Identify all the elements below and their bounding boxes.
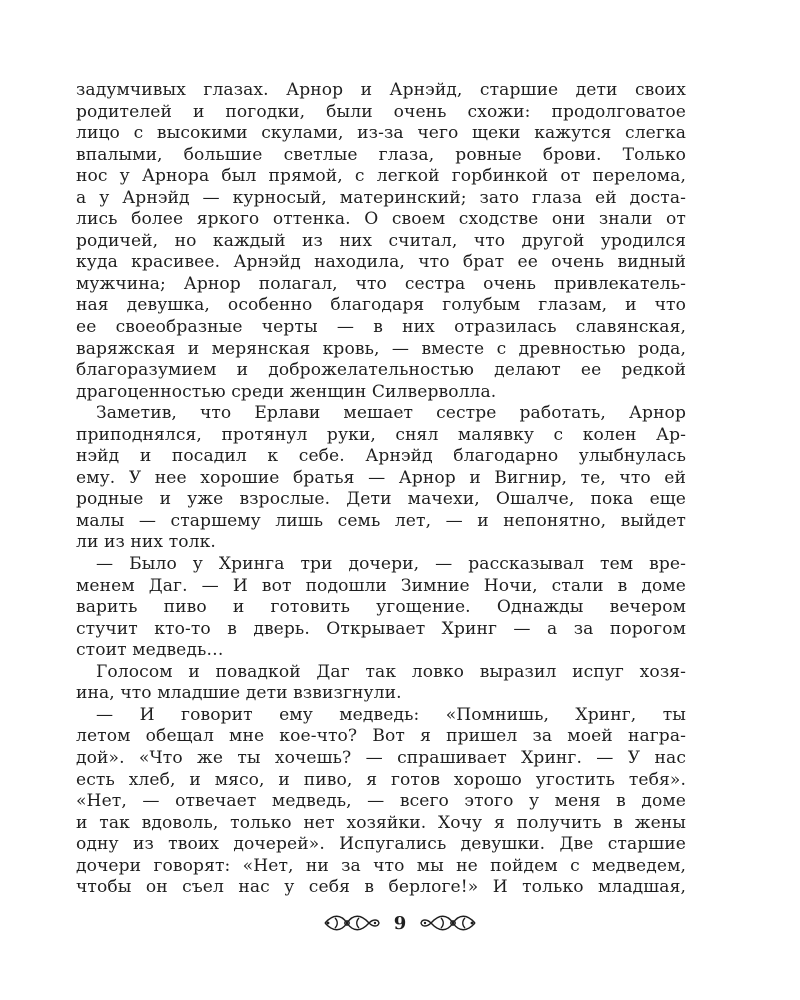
text-line: мужчина; Арнор полагал, что сестра очень привлекатель- [76,273,686,294]
text-line: куда красивее. Арнэйд находила, что брат ее очень видный [76,252,686,273]
text-line: чтобы он съел нас у себя в берлоге!» И только младшая, [76,877,686,898]
text-line: родные и уже взрослые. Дети мачехи, Ошалче, пока еще [76,489,686,510]
text-line: родителей и погодки, были очень схожи: продолговатое [76,101,686,122]
text-line: малы — старшему лишь семь лет, — и непонятно, выйдет [76,510,686,531]
text-line: ему. У нее хорошие братья — Арнор и Вигнир, те, что ей [76,467,686,488]
left-ornament-icon [323,912,381,934]
text-line: дой». «Что же ты хочешь? — спрашивает Хринг. — У нас [76,747,686,768]
text-line: благоразумием и доброжелательностью делают ее редкой [76,360,686,381]
text-line: лицо с высокими скулами, из-за чего щеки кажутся слегка [76,123,686,144]
text-line: летом обещал мне кое-что? Вот я пришел за моей награ- [76,726,686,747]
page-number: 9 [393,912,407,934]
text-line: а у Арнэйд — курносый, материнский; зато глаза ей доста- [76,187,686,208]
text-line: приподнялся, протянул руки, снял малявку с колен Ар- [76,424,686,445]
text-line: ная девушка, особенно благодаря голубым глазам, и что [76,295,686,316]
right-ornament-icon [419,912,477,934]
text-line: варяжская и мерянская кровь, — вместе с древностью рода, [76,338,686,359]
page-footer [0,908,800,938]
text-line: — И говорит ему медведь: «Помнишь, Хринг, ты [96,704,686,725]
text-line: задумчивых глазах. Арнор и Арнэйд, старшие дети своих [76,80,686,100]
text-line: впалыми, большие светлые глаза, ровные брови. Только [76,144,686,165]
text-line: одну из твоих дочерей». Испугались девушки. Две старшие [76,834,686,855]
text-line: «Нет, — отвечает медведь, — всего этого у меня в доме [76,791,686,812]
book-page-body [76,80,686,899]
text-line: нэйд и посадил к себе. Арнэйд благодарно улыбнулась [76,446,686,467]
text-line: стучит кто-то в дверь. Открывает Хринг — а за порогом [76,618,686,639]
text-line: нос у Арнора был прямой, с легкой горбинкой от перелома, [76,166,686,187]
text-line: драгоценностью среди женщин Силверволла. [76,381,497,402]
text-line: Голосом и повадкой Даг так ловко выразил испуг хозя- [96,661,686,682]
text-line: Заметив, что Ерлави мешает сестре работать, Арнор [96,403,686,424]
text-line: есть хлеб, и мясо, и пиво, я готов хорошо угостить тебя». [76,769,686,790]
text-line: ее своеобразные черты — в них отразилась славянская, [76,317,686,338]
text-line: менем Даг. — И вот подошли Зимние Ночи, стали в доме [76,575,686,596]
text-line: лись более яркого оттенка. О своем сходстве они знали от [76,209,686,230]
text-line: дочери говорят: «Нет, ни за что мы не пойдем с медведем, [76,855,686,876]
text-line: варить пиво и готовить угощение. Однажды вечером [76,597,686,618]
text-line: ли из них толк. [76,532,216,553]
text-line: стоит медведь… [76,640,224,661]
text-line: ина, что младшие дети взвизгнули. [76,683,402,704]
text-line: — Было у Хринга три дочери, — рассказывал тем вре- [96,554,686,575]
text-line: и так вдоволь, только нет хозяйки. Хочу я получить в жены [76,812,686,833]
text-line: родичей, но каждый из них считал, что другой уродился [76,230,686,251]
